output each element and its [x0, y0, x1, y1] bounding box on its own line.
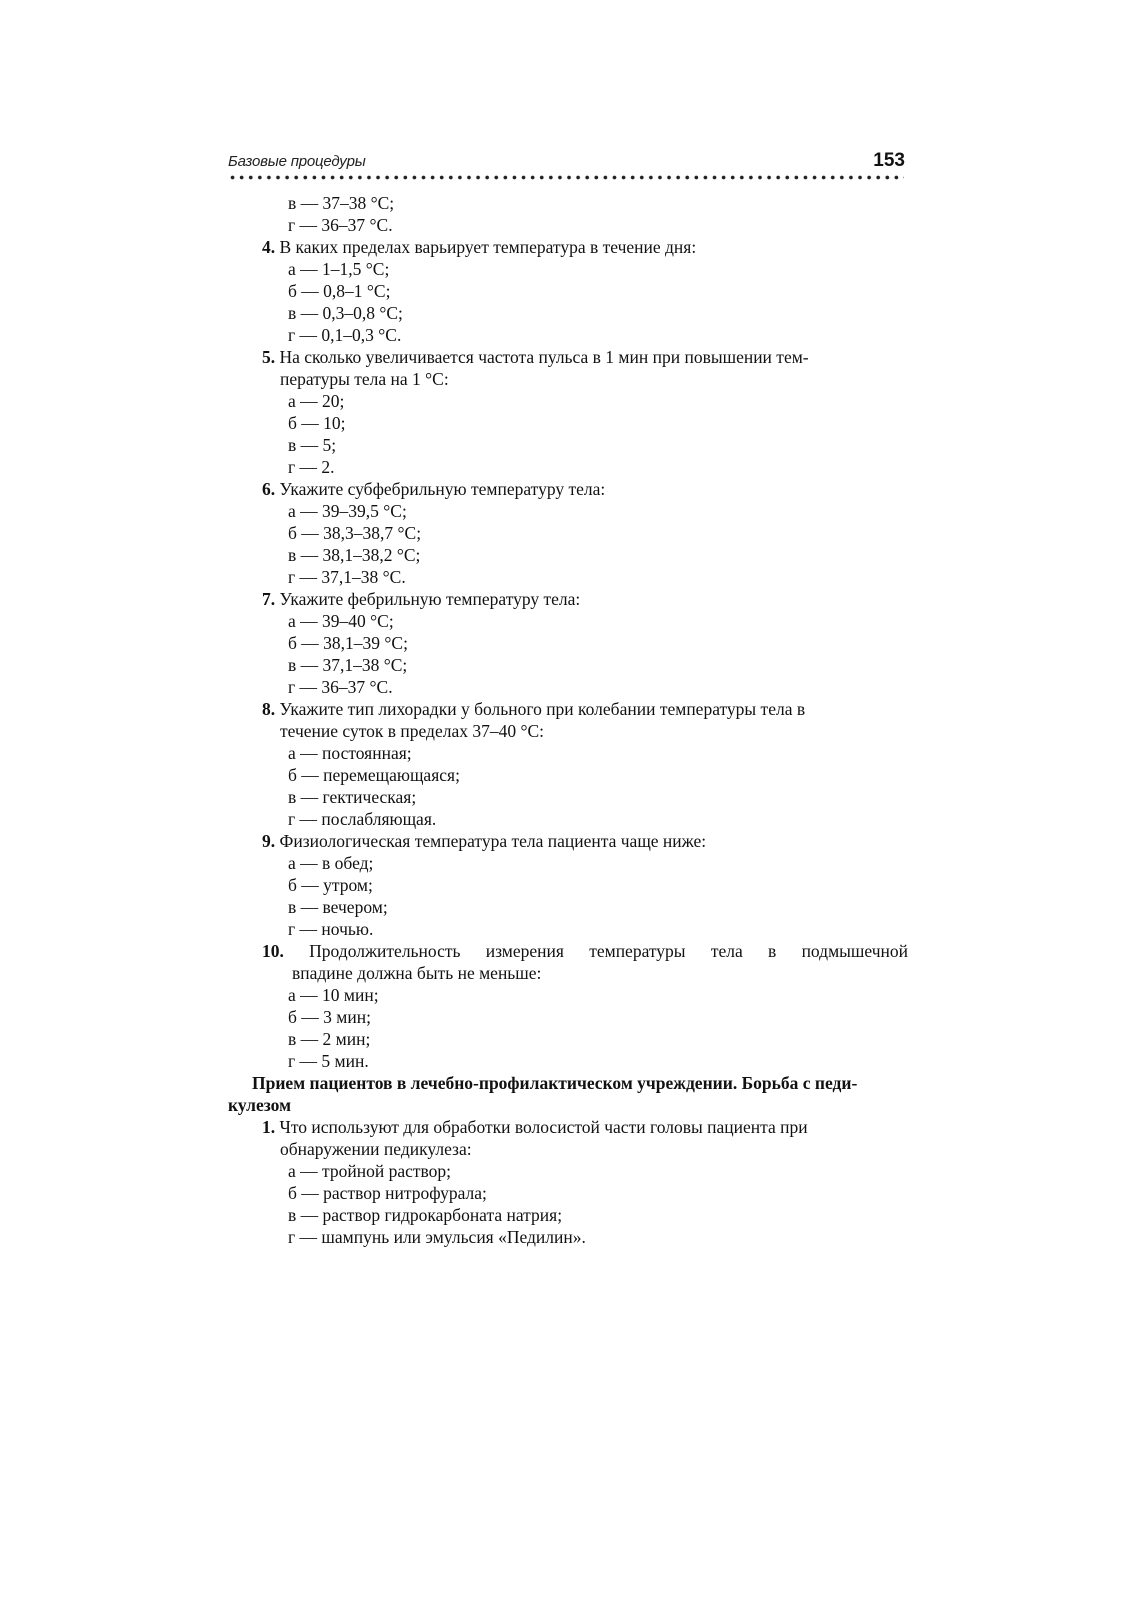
question-text: Укажите субфебрильную температуру тела: — [279, 479, 606, 499]
option: б — 0,8–1 °С; — [288, 281, 391, 301]
question-7 — [228, 588, 908, 610]
question-text: На сколько увеличивается частота пульса в 1 мин при повышении тем- — [279, 347, 809, 367]
option: а — 10 мин; — [288, 985, 379, 1005]
question-text-cont: течение суток в пределах 37–40 °С: — [280, 721, 544, 741]
option: а — 39–39,5 °С; — [288, 501, 407, 521]
dotted-rule — [228, 175, 904, 180]
question-10 — [228, 940, 908, 962]
option: г — послабляющая. — [288, 809, 437, 829]
question-number: 9. — [262, 831, 276, 851]
option: в — вечером; — [288, 897, 388, 917]
option: г — шампунь или эмульсия «Педилин». — [288, 1227, 586, 1247]
option: в — 0,3–0,8 °С; — [288, 303, 403, 323]
option: б — перемещающаяся; — [288, 765, 460, 785]
option: г — 5 мин. — [288, 1051, 369, 1071]
option: в — 37–38 °С; — [288, 193, 395, 213]
question-1 — [228, 1116, 908, 1138]
option: б — 10; — [288, 413, 346, 433]
option: в — 38,1–38,2 °С; — [288, 545, 421, 565]
question-number: 1. — [262, 1117, 276, 1137]
question-6 — [228, 478, 908, 500]
option: а — 39–40 °С; — [288, 611, 394, 631]
page-content — [228, 192, 908, 1248]
question-text: В каких пределах варьирует температура в течение дня: — [279, 237, 697, 257]
question-text-cont: впадине должна быть не меньше: — [292, 963, 542, 983]
question-text: Укажите тип лихорадки у больного при колебании температуры тела в — [279, 699, 806, 719]
question-5 — [228, 346, 908, 368]
option: б — раствор нитрофурала; — [288, 1183, 487, 1203]
option: а — тройной раствор; — [288, 1161, 452, 1181]
option: б — 3 мин; — [288, 1007, 371, 1027]
option: в — 37,1–38 °С; — [288, 655, 408, 675]
option: г — 2. — [288, 457, 335, 477]
option: б — утром; — [288, 875, 373, 895]
option: г — 0,1–0,3 °С. — [288, 325, 402, 345]
question-number: 4. — [262, 237, 276, 257]
question-number: 8. — [262, 699, 276, 719]
section-heading — [228, 1072, 908, 1116]
option: г — 36–37 °С. — [288, 215, 393, 235]
option: а — 1–1,5 °С; — [288, 259, 390, 279]
option: г — ночью. — [288, 919, 374, 939]
option: б — 38,3–38,7 °С; — [288, 523, 422, 543]
question-number: 7. — [262, 589, 276, 609]
question-text: Продолжительность измерения температуры тела в подмышечной — [309, 941, 909, 961]
question-text: Укажите фебрильную температуру тела: — [279, 589, 581, 609]
option: в — 5; — [288, 435, 337, 455]
question-text: Что используют для обработки волосистой части головы пациента при — [279, 1117, 808, 1137]
question-text-cont: пературы тела на 1 °С: — [280, 369, 449, 389]
question-4 — [228, 236, 908, 258]
option: в — 2 мин; — [288, 1029, 371, 1049]
question-text-cont: обнаружении педикулеза: — [280, 1139, 472, 1159]
section-heading-line: Прием пациентов в лечебно-профилактическом учреждении. Борьба с педи- — [252, 1073, 858, 1093]
running-head — [228, 150, 908, 184]
option: а — в обед; — [288, 853, 374, 873]
question-number: 10. — [262, 941, 284, 961]
section-heading-line: кулезом — [228, 1095, 292, 1115]
question-number: 5. — [262, 347, 276, 367]
option: г — 36–37 °С. — [288, 677, 393, 697]
option: б — 38,1–39 °С; — [288, 633, 408, 653]
option: а — постоянная; — [288, 743, 412, 763]
question-9 — [228, 830, 908, 852]
running-head-section: Базовые процедуры — [228, 153, 366, 170]
question-text: Физиологическая температура тела пациента чаще ниже: — [279, 831, 707, 851]
option: в — гектическая; — [288, 787, 417, 807]
option: а — 20; — [288, 391, 345, 411]
option: в — раствор гидрокарбоната натрия; — [288, 1205, 563, 1225]
question-number: 6. — [262, 479, 276, 499]
option: г — 37,1–38 °С. — [288, 567, 406, 587]
question-8 — [228, 698, 908, 720]
page-number: 153 — [873, 150, 905, 171]
